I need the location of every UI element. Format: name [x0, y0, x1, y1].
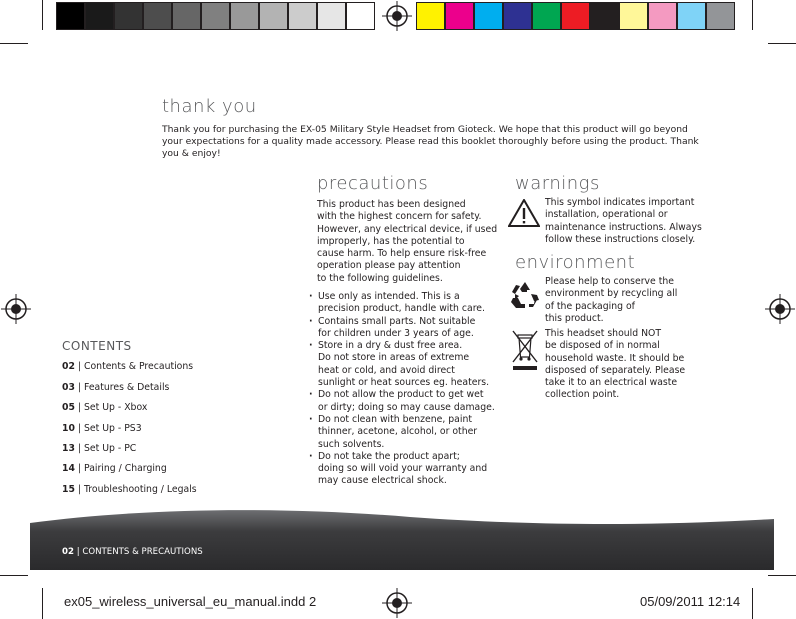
toc-label: Set Up - Xbox	[84, 402, 148, 413]
footer-section: CONTENTS & PRECAUTIONS	[82, 547, 203, 557]
text-line: operation please pay attention	[317, 260, 461, 272]
text-line: with the highest concern for safety.	[317, 211, 482, 223]
color-swatch	[677, 2, 706, 30]
crossed-bin-icon	[511, 329, 539, 371]
list-item	[309, 389, 499, 414]
registration-mark-icon	[1, 294, 31, 324]
footer-label: 02 | CONTENTS & PRECAUTIONS	[62, 547, 203, 557]
text-line: environment by recycling all	[545, 288, 678, 300]
crop-mark	[768, 43, 796, 44]
precautions-heading: precautions	[317, 173, 429, 194]
contents-heading: CONTENTS	[62, 339, 132, 353]
gray-swatch	[201, 2, 230, 30]
text-line: take it to an electrical waste	[545, 377, 678, 389]
text-line: precision product, handle with care.	[318, 303, 485, 315]
text-line: of the packaging of	[545, 300, 635, 312]
list-item	[309, 451, 499, 488]
toc-label: Set Up - PC	[84, 443, 137, 454]
text-line: However, any electrical device, if used	[317, 223, 498, 235]
recycle-text	[545, 276, 715, 325]
precautions-list	[309, 291, 499, 488]
toc-item[interactable]: 14 | Pairing / Charging	[62, 463, 167, 474]
text-line: be disposed of in normal	[545, 340, 660, 352]
color-swatch	[706, 2, 735, 30]
color-swatch	[619, 2, 648, 30]
slug-filename: ex05_wireless_universal_eu_manual.indd 2	[64, 594, 317, 609]
warnings-heading: warnings	[515, 173, 600, 194]
environment-heading: environment	[515, 252, 636, 273]
toc-label: Set Up - PS3	[84, 423, 142, 434]
recycle-icon	[509, 280, 541, 312]
color-swatch	[590, 2, 619, 30]
text-line: to the following guidelines.	[317, 272, 443, 284]
list-item	[309, 291, 499, 316]
warning-triangle-icon	[508, 199, 540, 227]
list-item	[309, 414, 499, 451]
text-line: heat or cold, and avoid direct	[318, 364, 455, 376]
color-swatch	[532, 2, 561, 30]
toc-number: 03	[62, 382, 75, 393]
crop-mark	[42, 588, 43, 619]
text-line: Please help to conserve the	[545, 276, 674, 287]
text-line: · Do not allow the product to get wet	[318, 389, 484, 401]
toc-number: 02	[62, 361, 75, 372]
footer-band	[30, 505, 774, 570]
toc-label: Contents & Precautions	[84, 361, 194, 372]
text-line: for children under 3 years of age.	[318, 327, 474, 339]
text-line: thinner, acetone, alcohol, or other	[318, 426, 478, 438]
gray-swatch	[317, 2, 346, 30]
gray-swatch	[114, 2, 143, 30]
registration-mark-icon	[382, 588, 412, 618]
toc-label: Troubleshooting / Legals	[84, 484, 197, 495]
footer-page-number: 02	[62, 547, 74, 557]
gray-swatch	[56, 2, 85, 30]
toc-number: 05	[62, 402, 75, 413]
text-line: or dirty; doing so may cause damage.	[318, 401, 495, 413]
list-item	[309, 340, 499, 389]
text-line: cause harm. To help ensure risk-free	[317, 248, 487, 260]
crop-mark	[42, 0, 43, 30]
text-line: sunlight or heat sources eg. heaters.	[318, 377, 490, 389]
color-swatch	[503, 2, 532, 30]
gray-swatch	[172, 2, 201, 30]
text-line: may cause electrical shock.	[318, 475, 447, 487]
gray-swatch	[259, 2, 288, 30]
slug-date: 05/09/2011 12:14	[640, 594, 741, 609]
gray-swatch	[230, 2, 259, 30]
toc-item[interactable]: 05 | Set Up - Xbox	[62, 402, 148, 413]
toc-label: Features & Details	[84, 382, 170, 393]
toc-item[interactable]: 15 | Troubleshooting / Legals	[62, 484, 197, 495]
text-line: · Store in a dry & dust free area.	[318, 340, 463, 352]
color-swatch	[445, 2, 474, 30]
gray-swatch	[288, 2, 317, 30]
text-line: · Do not take the product apart;	[318, 450, 460, 462]
gray-swatch	[346, 2, 375, 30]
color-swatch	[561, 2, 590, 30]
toc-item[interactable]: 13 | Set Up - PC	[62, 443, 137, 454]
crop-mark	[0, 43, 28, 44]
toc-item[interactable]: 10 | Set Up - PS3	[62, 423, 142, 434]
toc-label: Pairing / Charging	[84, 463, 167, 474]
text-line: This product has been designed	[317, 199, 466, 210]
toc-item[interactable]: 02 | Contents & Precautions	[62, 361, 194, 372]
precautions-intro	[317, 199, 502, 285]
thank-you-heading: thank you	[162, 96, 257, 117]
text-line: Do not store in areas of extreme	[318, 352, 470, 364]
text-line: such solvents.	[318, 438, 385, 450]
gray-swatch	[85, 2, 114, 30]
text-line: · Contains small parts. Not suitable	[318, 315, 476, 327]
text-line: installation, operational or	[545, 209, 668, 221]
list-item	[309, 316, 499, 341]
warnings-text	[545, 197, 715, 246]
toc-number: 13	[62, 443, 75, 454]
text-line: This headset should NOT	[545, 328, 662, 339]
text-line: · Use only as intended. This is a	[318, 291, 460, 302]
color-swatch	[474, 2, 503, 30]
crop-mark	[768, 575, 796, 576]
crop-mark	[752, 588, 753, 619]
registration-mark-icon	[765, 294, 795, 324]
crop-mark	[0, 575, 28, 576]
text-line: this product.	[545, 312, 604, 324]
text-line: collection point.	[545, 389, 620, 401]
toc-number: 15	[62, 484, 75, 495]
toc-number: 14	[62, 463, 75, 474]
crop-mark	[752, 0, 753, 30]
text-line: doing so will void your warranty and	[318, 463, 488, 475]
text-line: follow these instructions closely.	[545, 233, 696, 245]
weee-text	[545, 328, 715, 402]
color-swatch	[648, 2, 677, 30]
toc-item[interactable]: 03 | Features & Details	[62, 382, 170, 393]
thank-you-body: Thank you for purchasing the EX-05 Military Style Headset from Gioteck. We hope that this product will go beyond your expectations for a quality made accessory. Please read this booklet thoroughly before using the product. Thank you & enjoy!	[162, 124, 699, 159]
text-line: · Do not clean with benzene, paint	[318, 413, 472, 425]
toc-number: 10	[62, 423, 75, 434]
text-line: household waste. It should be	[545, 352, 685, 364]
registration-mark-icon	[382, 1, 412, 31]
color-swatch	[416, 2, 445, 30]
text-line: This symbol indicates important	[545, 197, 695, 208]
text-line: disposed of separately. Please	[545, 364, 686, 376]
text-line: maintenance instructions. Always	[545, 221, 702, 233]
text-line: improperly, has the potential to	[317, 235, 465, 247]
gray-swatch	[143, 2, 172, 30]
